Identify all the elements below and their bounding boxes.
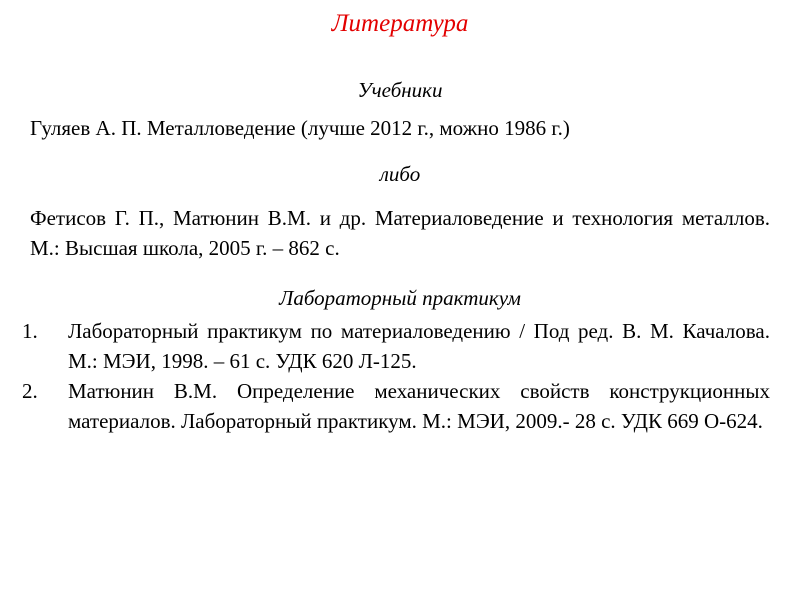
list-item <box>22 376 770 436</box>
textbooks-heading: Учебники <box>357 78 443 102</box>
list-item-number: 2. <box>22 379 38 403</box>
lab-practicum-heading: Лабораторный практикум <box>279 286 521 310</box>
list-item-number: 1. <box>22 319 38 343</box>
textbook-reference-1: Гуляев А. П. Металловедение (лучше 2012 г., можно 1986 г.) <box>30 116 570 140</box>
list-item <box>22 316 770 376</box>
list-item-text: Матюнин В.М. Определение механических свойств конструкционных материалов. Лабораторный практикум. М.: МЭИ, 2009.- 28 с. УДК 669 О-624. <box>68 379 770 433</box>
list-item-text: Лабораторный практикум по материаловедению / Под ред. В. М. Качалова. М.: МЭИ, 1998. – 61 с. УДК 620 Л-125. <box>68 319 770 373</box>
or-label: либо <box>379 162 421 186</box>
lab-practicum-list <box>0 316 800 436</box>
textbook-reference-2: Фетисов Г. П., Матюнин В.М. и др. Материаловедение и технология металлов. М.: Высшая школа, 2005 г. – 862 с. <box>30 206 770 260</box>
slide-title: Литература <box>331 10 469 37</box>
